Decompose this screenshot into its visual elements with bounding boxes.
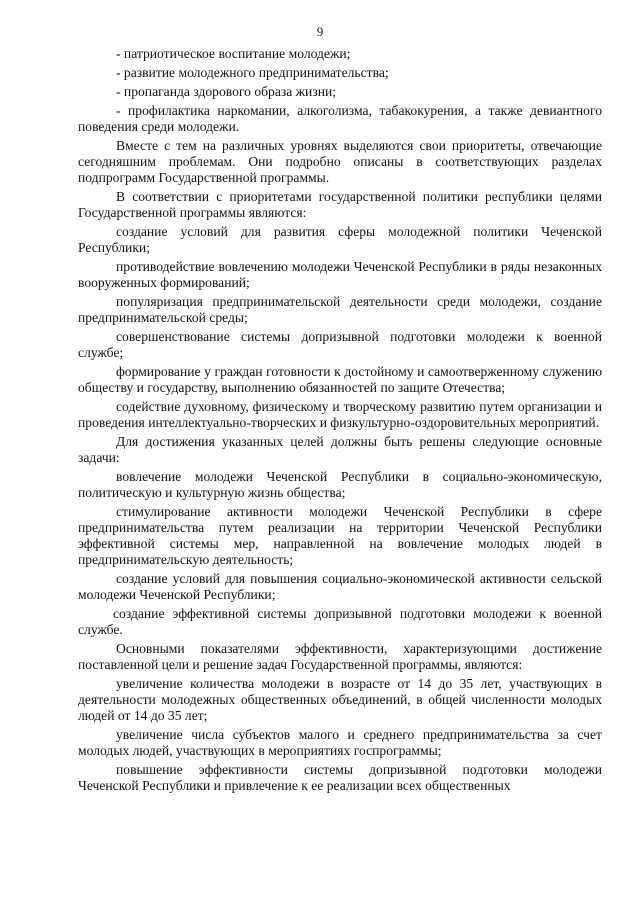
goal-item: противодействие вовлечению молодежи Чеченской Республики в ряды незаконных вооруженных формирований; — [78, 259, 602, 290]
indicator-item: повышение эффективности системы допризывной подготовки молодежи Чеченской Республики и привлечение к ее реализации всех общественных — [78, 762, 602, 793]
list-item: - профилактика наркомании, алкоголизма, табакокурения, а также девиантного поведения среди молодежи. — [78, 103, 602, 134]
paragraph: Основными показателями эффективности, характеризующими достижение поставленной цели и решение задач Государственной программы, являются: — [78, 641, 602, 672]
paragraph: Для достижения указанных целей должны быть решены следующие основные задачи: — [78, 434, 602, 465]
goal-item: содействие духовному, физическому и творческому развитию путем организации и проведения интеллектуально-творческих и физкультурно-оздоровительных мероприятий. — [78, 399, 602, 430]
list-item: - развитие молодежного предпринимательства; — [116, 65, 389, 80]
page-number: 9 — [316, 24, 324, 39]
task-item: вовлечение молодежи Чеченской Республики в социально-экономическую, политическую и культурную жизнь общества; — [78, 469, 602, 500]
goal-item: создание условий для развития сферы молодежной политики Чеченской Республики; — [78, 224, 602, 255]
task-item: создание условий для повышения социально-экономической активности сельской молодежи Чеченской Республики; — [78, 571, 602, 602]
goal-item: формирование у граждан готовности к достойному и самоотверженному служению обществу и государству, выполнению обязанностей по защите Отечества; — [78, 364, 602, 395]
task-item: стимулирование активности молодежи Чеченской Республики в сфере предпринимательства путем реализации на территории Чеченской Республики эффективной системы мер, направленной на вовлечение молодых людей в предпринимательскую деятельность; — [78, 504, 602, 567]
goal-item: совершенствование системы допризывной подготовки молодежи к военной службе; — [78, 329, 602, 360]
paragraph: Вместе с тем на различных уровнях выделяются свои приоритеты, отвечающие сегодняшним проблемам. Они подробно описаны в соответствующих разделах подпрограмм Государственной программы. — [78, 138, 602, 185]
task-item: создание эффективной системы допризывной подготовки молодежи к военной службе. — [78, 606, 602, 637]
indicator-item: увеличение количества молодежи в возрасте от 14 до 35 лет, участвующих в деятельности молодежных общественных объединений, в общей численности молодых людей от 14 до 35 лет; — [78, 676, 602, 723]
goal-item: популяризация предпринимательской деятельности среди молодежи, создание предпринимательской среды; — [78, 294, 602, 325]
paragraph: В соответствии с приоритетами государственной политики республики целями Государственной программы являются: — [78, 189, 602, 220]
list-item: - пропаганда здорового образа жизни; — [116, 84, 337, 99]
indicator-item: увеличение числа субъектов малого и среднего предпринимательства за счет молодых людей, участвующих в мероприятиях госпрограммы; — [78, 727, 602, 758]
list-item: - патриотическое воспитание молодежи; — [116, 46, 351, 61]
document-body — [78, 46, 602, 797]
